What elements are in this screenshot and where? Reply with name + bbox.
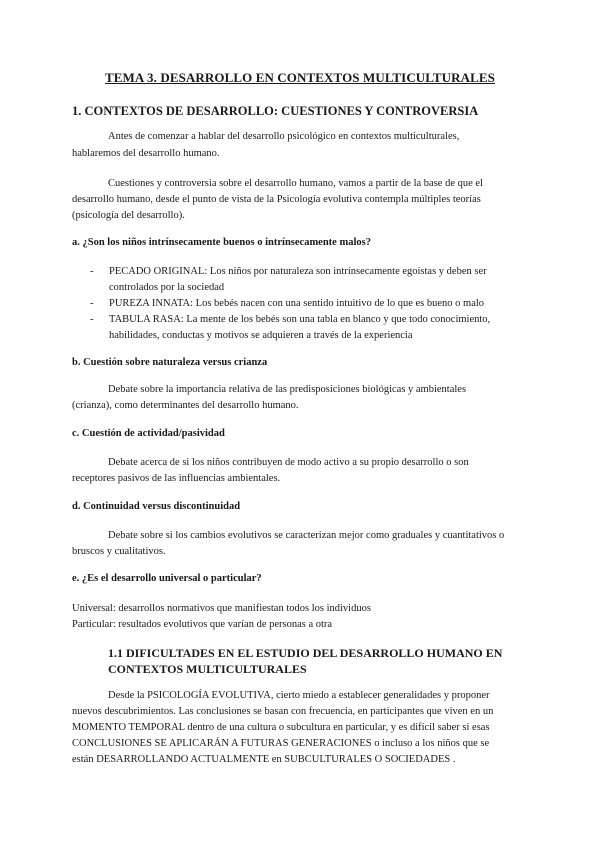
list-item-line: PUREZA INNATA: Los bebés nacen con una sentido intuitivo de lo que es bueno o malo [109, 298, 485, 309]
s11-line-3: MOMENTO TEMPORAL dentro de una cultura o subcultura en particular, y es difícil saber si esas [72, 722, 490, 733]
s11-line-4: CONCLUSIONES SE APLICARÁN A FUTURAS GENERACIONES o incluso a los niños que se [72, 738, 490, 749]
subsection-b-heading: b. Cuestión sobre naturaleza versus crianza [72, 357, 268, 368]
s11-line-5: están DESARROLLANDO ACTUALMENTE en SUBCULTURALES O SOCIEDADES . [72, 754, 456, 765]
section-1-1-heading-line-1: 1.1 DIFICULTADES EN EL ESTUDIO DEL DESARROLLO HUMANO EN [108, 646, 503, 660]
e-line-2: Particular: resultados evolutivos que varían de personas a otra [72, 619, 333, 630]
subsection-e-heading: e. ¿Es el desarrollo universal o particular? [72, 573, 262, 584]
list-item-line: habilidades, conductas y motivos se adquieren a través de la experiencia [109, 330, 413, 341]
intro-line-2: hablaremos del desarrollo humano. [72, 148, 220, 159]
para2-line-1: Cuestiones y controversia sobre el desarrollo humano, vamos a partir de la base de que el [108, 178, 483, 189]
d-line-2: bruscos y cualitativos. [72, 546, 166, 557]
list-item-line: PECADO ORIGINAL: Los niños por naturaleza son intrínsecamente egoístas y deben ser [109, 266, 487, 277]
bullet-dash: - [90, 266, 94, 277]
subsection-a-heading: a. ¿Son los niños intrínsecamente buenos o intrínsecamente malos? [72, 237, 371, 248]
section-1-1-heading-line-2: CONTEXTOS MULTICULTURALES [108, 662, 307, 676]
list-item-line: controlados por la sociedad [109, 282, 225, 293]
d-line-1: Debate sobre si los cambios evolutivos se caracterizan mejor como graduales y cuantitativos o [108, 530, 505, 541]
para2-line-2: desarrollo humano, desde el punto de vista de la Psicología evolutiva contempla múltiples teorías [72, 194, 481, 205]
subsection-d-heading: d. Continuidad versus discontinuidad [72, 501, 241, 512]
b-line-1: Debate sobre la importancia relativa de las predisposiciones biológicas y ambientales [108, 384, 467, 395]
bullet-dash: - [90, 298, 94, 309]
s11-line-2: nuevos descubrimientos. Las conclusiones se basan con frecuencia, en participantes que viven en un [72, 706, 494, 717]
c-line-1: Debate acerca de si los niños contribuyen de modo activo a su propio desarrollo o son [108, 457, 469, 468]
para2-line-3: (psicología del desarrollo). [72, 210, 185, 221]
s11-line-1: Desde la PSICOLOGÍA EVOLUTIVA, cierto miedo a establecer generalidades y proponer [108, 690, 490, 701]
bullet-dash: - [90, 314, 94, 325]
document-title: TEMA 3. DESARROLLO EN CONTEXTOS MULTICULTURALES [105, 70, 495, 85]
e-line-1: Universal: desarrollos normativos que manifiestan todos los individuos [72, 603, 371, 614]
subsection-c-heading: c. Cuestión de actividad/pasividad [72, 428, 225, 439]
b-line-2: (crianza), como determinantes del desarrollo humano. [72, 400, 299, 411]
intro-line-1: Antes de comenzar a hablar del desarrollo psicológico en contextos multiculturales, [108, 131, 460, 142]
section-1-heading: 1. CONTEXTOS DE DESARROLLO: CUESTIONES Y CONTROVERSIA [72, 104, 479, 118]
list-item-line: TABULA RASA: La mente de los bebés son una tabla en blanco y que todo conocimiento, [109, 314, 491, 325]
c-line-2: receptores pasivos de las influencias ambientales. [72, 473, 281, 484]
